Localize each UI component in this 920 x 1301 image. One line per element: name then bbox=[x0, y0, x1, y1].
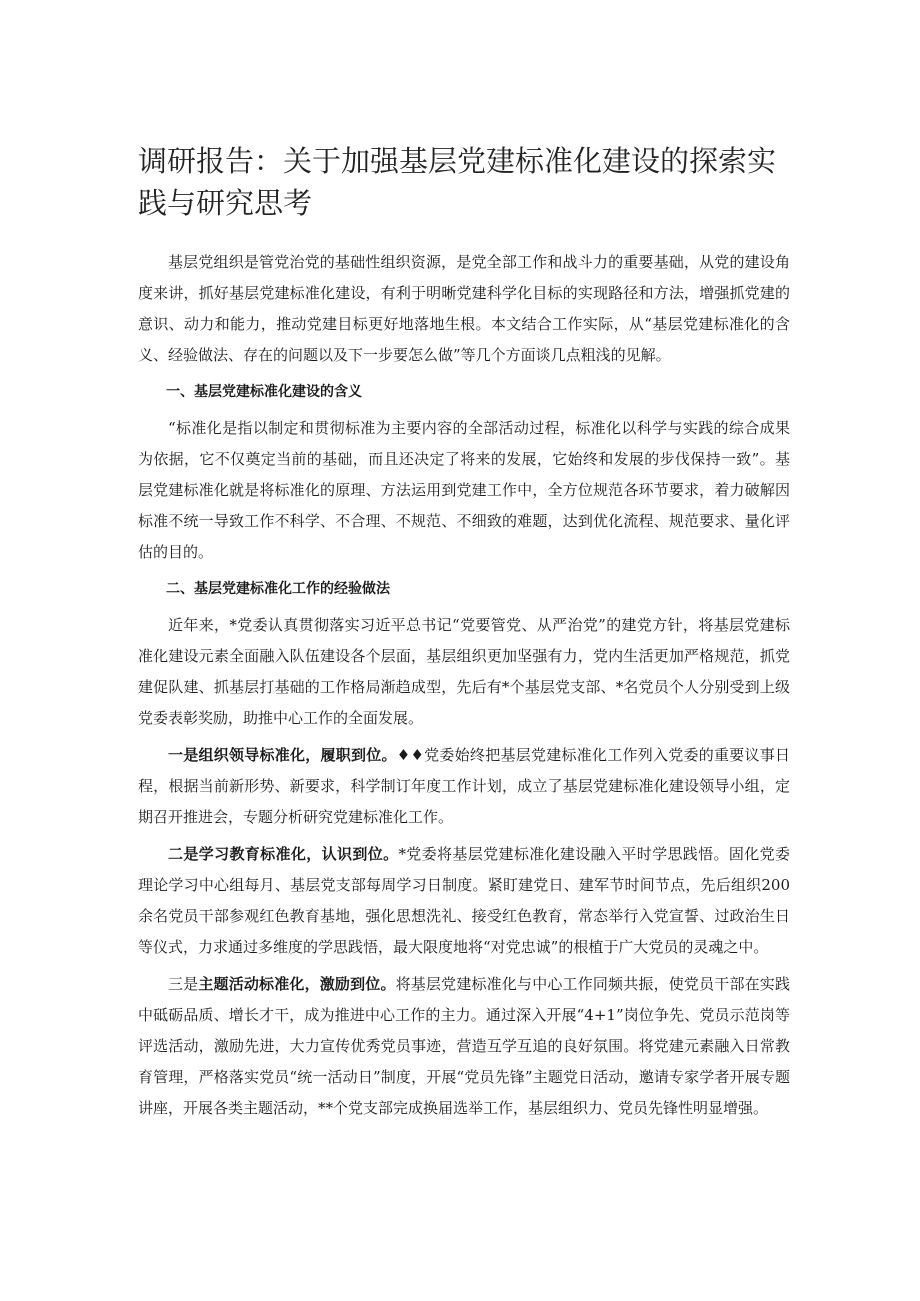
section-1-paragraph: “标准化是指以制定和贯彻标准为主要内容的全部活动过程，标准化以科学与实践的综合成果为依据，它不仅奠定当前的基础，而且还决定了将来的发展，它始终和发展的步伐保持一致”。基层党建标准化就是将标准化的原理、方法运用到党建工作中，全方位规范各环节要求，着力破解因标准不统一导致工作不科学、不合理、不规范、不细致的难题，达到优化流程、规范要求、量化评估的目的。 bbox=[138, 419, 790, 561]
item-1-lead: 一是组织领导标准化，履职到位。 bbox=[168, 746, 397, 764]
intro-paragraph: 基层党组织是管党治党的基础性组织资源，是党全部工作和战斗力的重要基础，从党的建设角度来讲，抓好基层党建标准化建设，有利于明晰党建科学化目标的实现路径和方法，增强抓党建的意识、动力和能力，推动党建目标更好地落地生根。本文结合工作实际，从“基层党建标准化的含义、经验做法、存在的问题以及下一步要怎么做”等几个方面谈几点粗浅的见解。 bbox=[138, 253, 790, 364]
item-3-text: 将基层党建标准化与中心工作同频共振，使党员干部在实践中砥砺品质、增长才干，成为推进中心工作的主力。通过深入开展“4+1”岗位争先、党员示范岗等评选活动，激励先进，大力宣传优秀党员事迹，营造互学互追的良好氛围。将党建元素融入日常教育管理，严格落实党员“统一活动日”制度，开展“党员先锋”主题党日活动，邀请专家学者开展专题讲座，开展各类主题活动，**个党支部完成换届选举工作，基层组织力、党员先锋性明显增强。 bbox=[138, 975, 790, 1117]
item-2-paragraph bbox=[138, 839, 790, 963]
item-2-lead: 二是学习教育标准化，认识到位。 bbox=[168, 845, 399, 863]
section-2-heading: 二、基层党建标准化工作的经验做法 bbox=[166, 581, 390, 597]
section-2-paragraph: 近年来，*党委认真贯彻落实习近平总书记“党要管党、从严治党”的建党方针，将基层党建标准化建设元素全面融入队伍建设各个层面，基层组织更加坚强有力，党内生活更加严格规范，抓党建促队建、抓基层打基础的工作格局渐趋成型，先后有*个基层党支部、*名党员个人分别受到上级党委表彰奖励，助推中心工作的全面发展。 bbox=[138, 616, 790, 727]
document-title: 调研报告：关于加强基层党建标准化建设的探索实践与研究思考 bbox=[138, 144, 777, 220]
item-1-paragraph bbox=[138, 740, 790, 833]
item-2-text: *党委将基层党建标准化建设融入平时学思践悟。固化党委理论学习中心组每月、基层党支部每周学习日制度。紧盯建党日、建军节时间节点，先后组织200余名党员干部参观红色教育基地，强化思想洗礼、接受红色教育，常态举行入党宣誓、过政治生日等仪式，力求通过多维度的学思践悟，最大限度地将“对党忠诚”的根植于广大党员的灵魂之中。 bbox=[138, 845, 790, 956]
item-3-paragraph bbox=[138, 969, 790, 1124]
item-3-lead: 主题活动标准化，激励到位。 bbox=[198, 975, 396, 993]
document-body bbox=[138, 247, 790, 1124]
item-1-text: ♦♦党委始终把基层党建标准化工作列入党委的重要议事日程，根据当前新形势、新要求，科学制订年度工作计划，成立了基层党建标准化建设领导小组，定期召开推进会，专题分析研究党建标准化工作。 bbox=[138, 746, 790, 826]
item-3-lead-plain: 三是 bbox=[168, 975, 199, 993]
section-1-heading: 一、基层党建标准化建设的含义 bbox=[166, 384, 362, 400]
